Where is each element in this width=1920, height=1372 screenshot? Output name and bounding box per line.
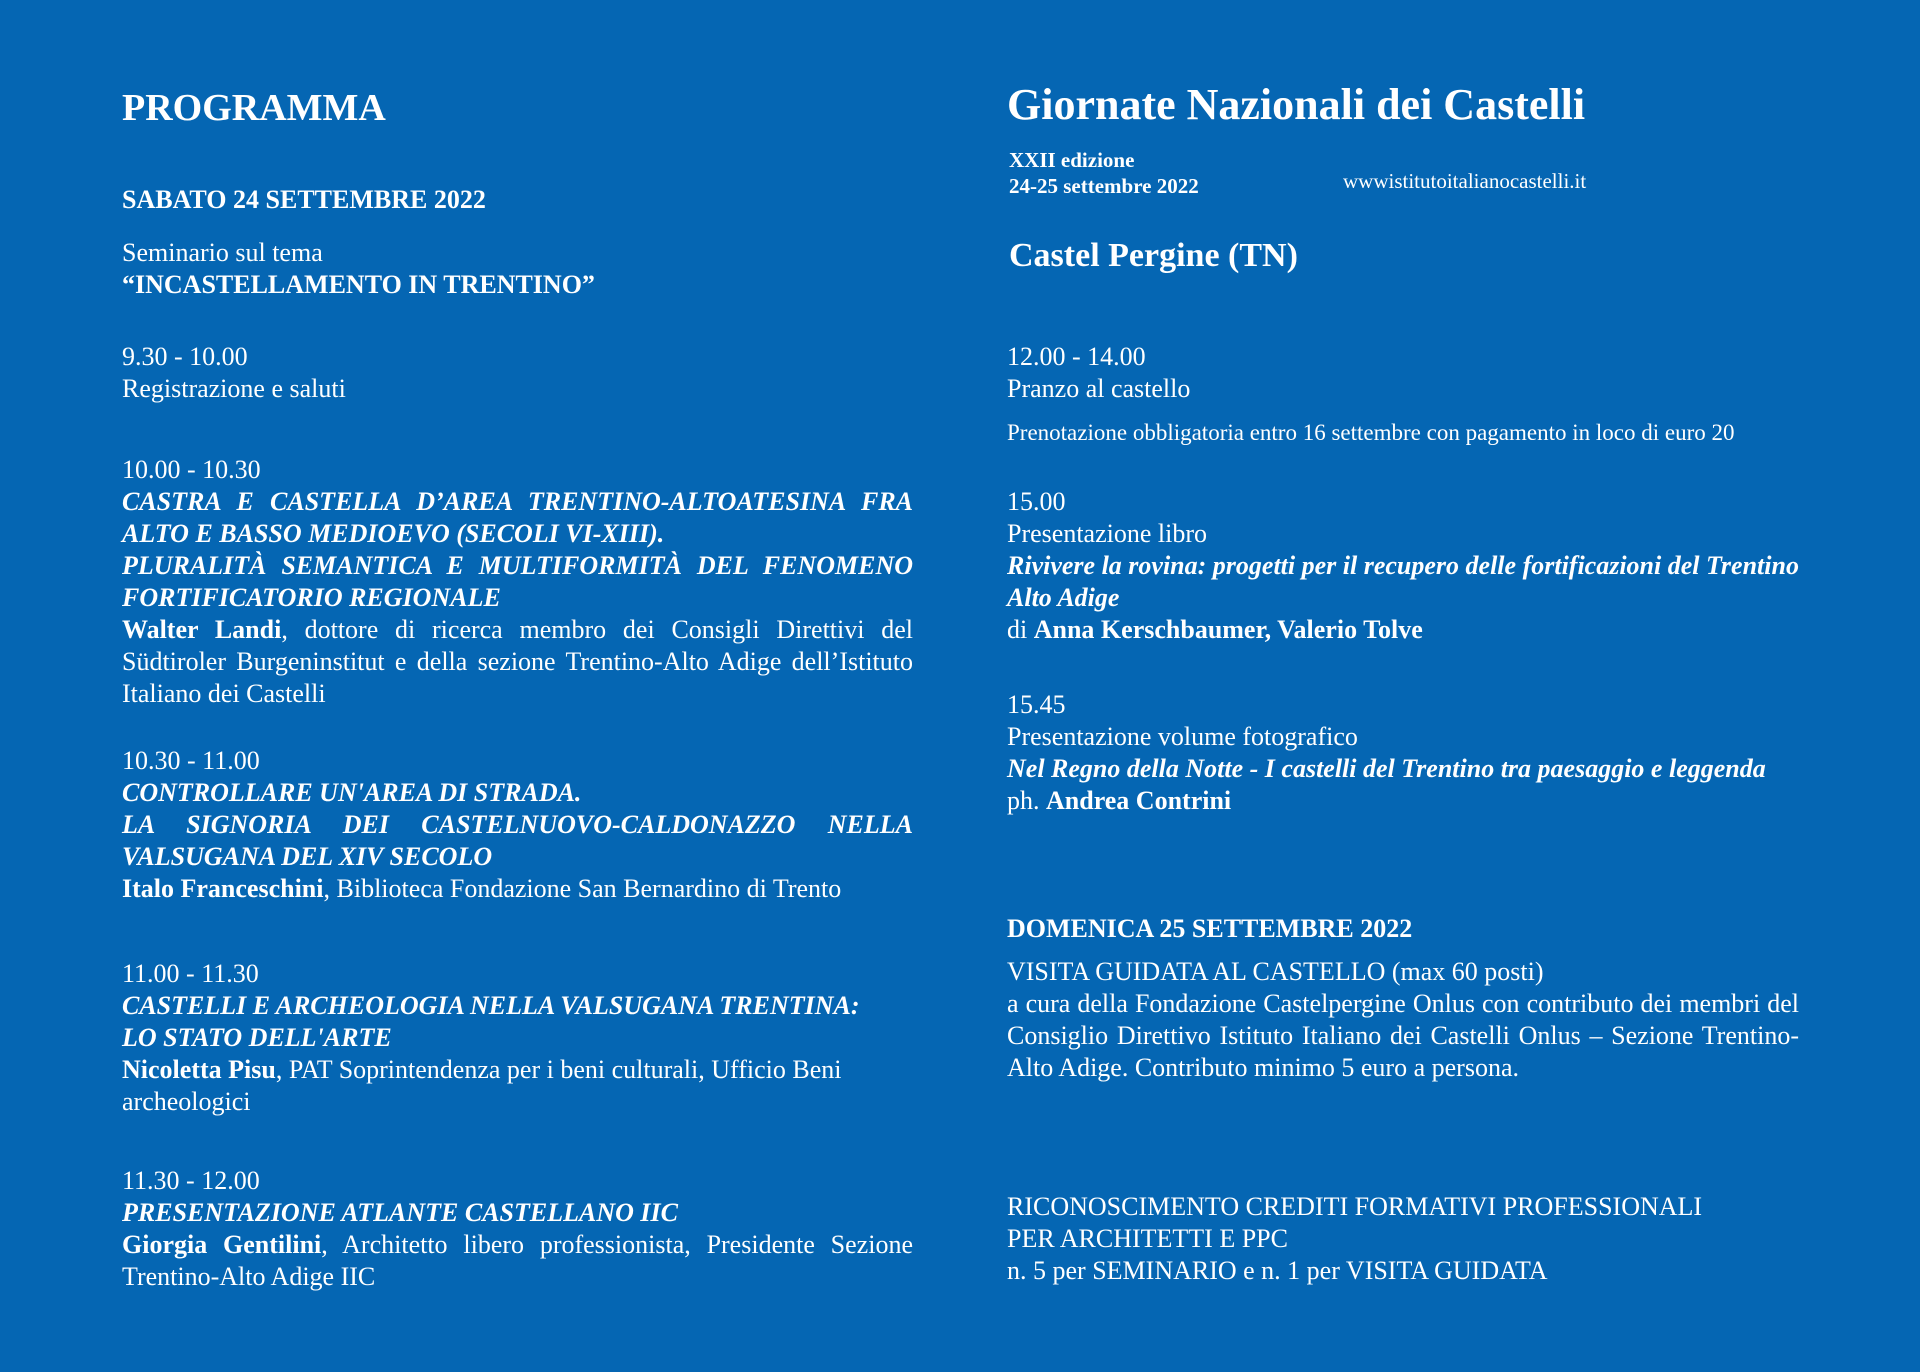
session-title-line: CONTROLLARE UN'AREA DI STRADA.	[122, 778, 582, 807]
session-speaker-block	[122, 1054, 913, 1118]
lunch-note: Prenotazione obbligatoria entro 16 settembre con pagamento in loco di euro 20	[1007, 420, 1735, 445]
lunch-block	[1007, 341, 1799, 405]
session-title-line: PLURALITÀ SEMANTICA E MULTIFORMITÀ DEL FENOMENO	[122, 551, 913, 580]
seminar-title: “INCASTELLAMENTO IN TRENTINO”	[122, 270, 595, 299]
photo-author: Andrea Contrini	[1046, 786, 1232, 815]
session-title-line: VALSUGANA DEL XIV SECOLO	[122, 842, 493, 871]
photo-author-line	[1007, 785, 1799, 817]
session-title-line: LO STATO DELL'ARTE	[122, 1023, 392, 1052]
photo-block	[1007, 689, 1799, 817]
speaker-name: Nicoletta Pisu	[122, 1055, 276, 1084]
photo-by: ph.	[1007, 786, 1046, 815]
session-title-line: PRESENTAZIONE ATLANTE CASTELLANO IIC	[122, 1198, 678, 1227]
session-title-line: FORTIFICATORIO REGIONALE	[122, 583, 501, 612]
session-castra	[122, 454, 913, 710]
book-block	[1007, 486, 1799, 646]
credits-line: PER ARCHITETTI E PPC	[1007, 1224, 1288, 1253]
session-speaker-block	[122, 873, 913, 905]
seminar-block	[122, 237, 913, 301]
speaker-desc: , Architetto libero professionista, Presidente Sezione Trentino-Alto Adige IIC	[122, 1230, 913, 1291]
session-atlante	[122, 1165, 913, 1293]
session-strada	[122, 745, 913, 905]
book-text: Presentazione libro	[1007, 519, 1207, 548]
book-title: Rivivere la rovina: progetti per il recupero delle fortificazioni del Trentino Alto Adige	[1007, 551, 1799, 612]
photo-text: Presentazione volume fotografico	[1007, 722, 1358, 751]
edition-label: XXII edizione	[1009, 148, 1135, 172]
session-title-line: ALTO E BASSO MEDIOEVO (SECOLI VI-XIII).	[122, 519, 665, 548]
speaker-desc: , PAT Soprintendenza per i beni culturali, Ufficio Beni archeologici	[122, 1055, 842, 1116]
credits-line: n. 5 per SEMINARIO e n. 1 per VISITA GUIDATA	[1007, 1256, 1548, 1285]
speaker-desc: , dottore di ricerca membro dei Consigli Direttivi del Südtiroler Burgeninstitut e della sezione Trentino-Alto Adige dell’Istituto Italiano dei Castelli	[122, 615, 914, 708]
speaker-name: Giorgia Gentilini	[122, 1230, 322, 1259]
session-title-line: LA SIGNORIA DEI CASTELNUOVO-CALDONAZZO NELLA	[122, 810, 913, 839]
programma-heading: PROGRAMMA	[122, 87, 386, 129]
book-authors: Anna Kerschbaumer, Valerio Tolve	[1033, 615, 1423, 644]
venue-title: Castel Pergine (TN)	[1009, 237, 1298, 274]
event-title: Giornate Nazionali dei Castelli	[1007, 80, 1586, 129]
book-authors-line	[1007, 614, 1799, 646]
photo-time: 15.45	[1007, 690, 1066, 719]
session-time: 11.00 - 11.30	[122, 959, 259, 988]
photo-title: Nel Regno della Notte - I castelli del Trentino tra paesaggio e leggenda	[1007, 754, 1766, 783]
event-dates: 24-25 settembre 2022	[1009, 174, 1199, 198]
lunch-text: Pranzo al castello	[1007, 374, 1191, 403]
visit-title: VISITA GUIDATA AL CASTELLO (max 60 posti)	[1007, 957, 1544, 986]
session-time: 9.30 - 10.00	[122, 342, 248, 371]
website-url: wwwistitutoitalianocastelli.it	[1343, 169, 1587, 193]
session-time: 10.30 - 11.00	[122, 746, 260, 775]
lunch-time: 12.00 - 14.00	[1007, 342, 1146, 371]
book-time: 15.00	[1007, 487, 1066, 516]
sunday-date: DOMENICA 25 SETTEMBRE 2022	[1007, 914, 1413, 943]
visit-desc: a cura della Fondazione Castelpergine Onlus con contributo dei membri del Consiglio Direttivo Istituto Italiano dei Castelli Onlus – Sezione Trentino-Alto Adige. Contributo minimo 5 euro a persona.	[1007, 989, 1799, 1082]
session-speaker-block	[122, 614, 913, 710]
seminar-intro: Seminario sul tema	[122, 238, 323, 267]
speaker-name: Walter Landi	[122, 615, 282, 644]
session-archeologia	[122, 958, 913, 1118]
session-speaker-block	[122, 1229, 913, 1293]
visit-block	[1007, 956, 1799, 1084]
credits-line: RICONOSCIMENTO CREDITI FORMATIVI PROFESSIONALI	[1007, 1192, 1703, 1221]
session-time: 10.00 - 10.30	[122, 455, 261, 484]
session-title-line: CASTELLI E ARCHEOLOGIA NELLA VALSUGANA TRENTINA:	[122, 991, 860, 1020]
session-time: 11.30 - 12.00	[122, 1166, 260, 1195]
speaker-name: Italo Franceschini	[122, 874, 324, 903]
session-registration	[122, 341, 913, 405]
credits-block	[1007, 1191, 1799, 1287]
speaker-desc: , Biblioteca Fondazione San Bernardino di Trento	[323, 874, 842, 903]
saturday-date: SABATO 24 SETTEMBRE 2022	[122, 185, 486, 214]
session-title-line: CASTRA E CASTELLA D’AREA TRENTINO-ALTOATESINA FRA	[122, 487, 913, 516]
book-by: di	[1007, 615, 1034, 644]
session-text: Registrazione e saluti	[122, 374, 346, 403]
